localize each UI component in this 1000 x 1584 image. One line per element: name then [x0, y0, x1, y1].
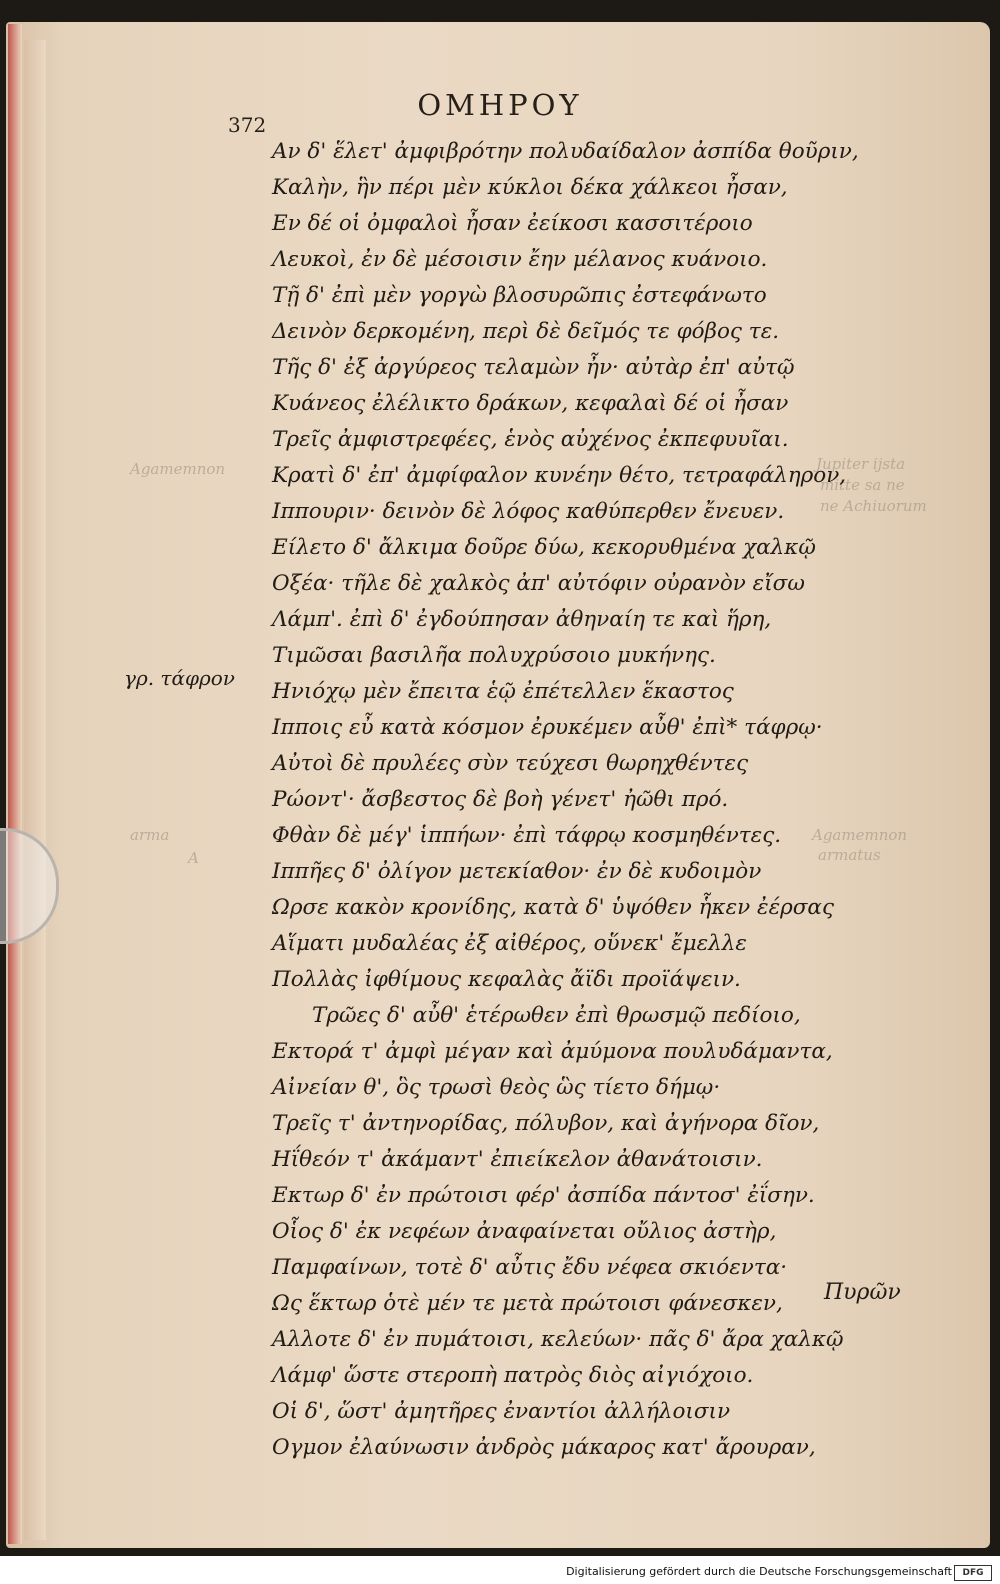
verse-line: Αλλοτε δ' ἐν πυμάτοισι, κελεύων· πᾶς δ' ἄρα χαλκῷ [272, 1327, 844, 1352]
verse-line: Κρατὶ δ' ἐπ' ἀμφίφαλον κυνέην θέτο, τετραφάληρον, [272, 463, 847, 488]
verse-line: Τρῶες δ' αὖθ' ἑτέρωθεν ἐπὶ θρωσμῷ πεδίοιο, [312, 1003, 801, 1028]
verse-line: Οἷος δ' ἐκ νεφέων ἀναφαίνεται οὔλιος ἀστὴρ, [272, 1219, 777, 1244]
verse-line: Αἰνείαν θ', ὃς τρωσὶ θεὸς ὣς τίετο δήμῳ· [272, 1075, 721, 1100]
verse-line: Ογμον ἐλαύνωσιν ἀνδρὸς μάκαρος κατ' ἄρουραν, [272, 1435, 816, 1460]
show-through-text: ne Achiuorum [820, 497, 927, 515]
verse-line: Οξέα· τῆλε δὲ χαλκὸς ἀπ' αὐτόφιν οὐρανὸν εἴσω [272, 571, 805, 596]
verse-line: Τρεῖς ἀμφιστρεφέες, ἑνὸς αὐχένος ἐκπεφυυῖαι. [272, 427, 789, 452]
show-through-text: armatus [818, 846, 881, 864]
catchword: Πυρῶν [824, 1280, 901, 1305]
show-through-text: mitte sa ne [820, 476, 905, 494]
margin-note: γρ. τάφρον [124, 666, 235, 690]
show-through-text: A [188, 849, 199, 867]
verse-line: Καλὴν, ἣν πέρι μὲν κύκλοι δέκα χάλκεοι ἦσαν, [272, 175, 788, 200]
verse-line: Ηΐθεόν τ' ἀκάμαντ' ἐπιείκελον ἀθανάτοισιν. [272, 1147, 763, 1172]
verse-line: Λάμπ'. ἐπὶ δ' ἐγδούπησαν ἀθηναίη τε καὶ ἥρη, [272, 607, 772, 632]
footer-credit: Digitalisierung gefördert durch die Deutsche Forschungsgemeinschaft [566, 1565, 952, 1578]
verse-line: Είλετο δ' ἄλκιμα δοῦρε δύω, κεκορυθμένα χαλκῷ [272, 535, 816, 560]
verse-line: Λάμφ' ὥστε στεροπὴ πατρὸς διὸς αἰγιόχοιο. [272, 1363, 754, 1388]
verse-line: Ιπποις εὖ κατὰ κόσμον ἐρυκέμεν αὖθ' ἐπὶ* τάφρῳ· [272, 715, 823, 740]
verse-line: Αἵματι μυδαλέας ἐξ αἰθέρος, οὕνεκ' ἔμελλε [272, 931, 747, 956]
page-edge-red [8, 24, 22, 1544]
verse-line: Τῆς δ' ἐξ ἀργύρεος τελαμὼν ἦν· αὐτὰρ ἐπ' αὐτῷ [272, 355, 795, 380]
verse-line: Παμφαίνων, τοτὲ δ' αὖτις ἔδυ νέφεα σκιόεντα· [272, 1255, 788, 1280]
dfg-logo: DFG [954, 1565, 992, 1581]
verse-line: Λευκοὶ, ἐν δὲ μέσοισιν ἔην μέλανος κυάνοιο. [272, 247, 768, 272]
verse-line: Ωρσε κακὸν κρονίδης, κατὰ δ' ὑψόθεν ἧκεν ἐέρσας [272, 895, 834, 920]
verse-line: Κυάνεος ἐλέλικτο δράκων, κεφαλαὶ δέ οἱ ἦσαν [272, 391, 789, 416]
show-through-text: arma [130, 826, 170, 844]
verse-line: Τιμῶσαι βασιλῆα πολυχρύσοιο μυκήνης. [272, 643, 716, 668]
verse-line: Ηνιόχῳ μὲν ἔπειτα ἑῷ ἐπέτελλεν ἕκαστος [272, 679, 734, 704]
verse-line: Εκτορά τ' ἀμφὶ μέγαν καὶ ἀμύμονα πουλυδάμαντα, [272, 1039, 833, 1064]
verse-line: Αν δ' ἕλετ' ἀμφιβρότην πολυδαίδαλον ἀσπίδα θοῦριν, [272, 139, 859, 164]
verse-line: Φθὰν δὲ μέγ' ἱππήων· ἐπὶ τάφρῳ κοσμηθέντες. [272, 823, 782, 848]
verse-line: Εκτωρ δ' ἐν πρώτοισι φέρ' ἀσπίδα πάντοσ' ἐΐσην. [272, 1183, 815, 1208]
page-edge-shadow [24, 40, 46, 1540]
verse-line: Ιππουριν· δεινὸν δὲ λόφος καθύπερθεν ἔνευεν. [272, 499, 785, 524]
show-through-text: Jupiter ijsta [816, 455, 906, 473]
verse-line: Ως ἕκτωρ ὁτὲ μέν τε μετὰ πρώτοισι φάνεσκεν, [272, 1291, 783, 1316]
verse-line: Τῇ δ' ἐπὶ μὲν γοργὼ βλοσυρῶπις ἐστεφάνωτο [272, 283, 767, 308]
verse-line: Εν δέ οἱ ὀμφαλοὶ ἦσαν ἐείκοσι κασσιτέροιο [272, 211, 753, 236]
verse-line: Πολλὰς ἰφθίμους κεφαλὰς ἄϊδι προϊάψειν. [272, 967, 741, 992]
verse-line: Οἱ δ', ὥστ' ἀμητῆρες ἐναντίοι ἀλλήλοισιν [272, 1399, 731, 1424]
running-head: ΟΜΗΡΟΥ [417, 88, 583, 122]
verse-line: Ρώοντ'· ἄσβεστος δὲ βοὴ γένετ' ἠῶθι πρό. [272, 787, 729, 812]
verse-lines [272, 134, 859, 1466]
verse-line: Ιππῆες δ' ὀλίγον μετεκίαθον· ἐν δὲ κυδοιμὸν [272, 859, 762, 884]
show-through-text: Agamemnon [812, 826, 908, 844]
show-through-text: Agamemnon [130, 460, 226, 478]
verse-line: Αὐτοὶ δὲ πρυλέες σὺν τεύχεσι θωρηχθέντες [272, 751, 749, 776]
page-number: 372 [228, 113, 267, 137]
verse-line: Τρεῖς τ' ἀντηνορίδας, πόλυβον, καὶ ἀγήνορα δῖον, [272, 1111, 820, 1136]
verse-line: Δεινὸν δερκομένη, περὶ δὲ δεῖμός τε φόβος τε. [272, 319, 780, 344]
